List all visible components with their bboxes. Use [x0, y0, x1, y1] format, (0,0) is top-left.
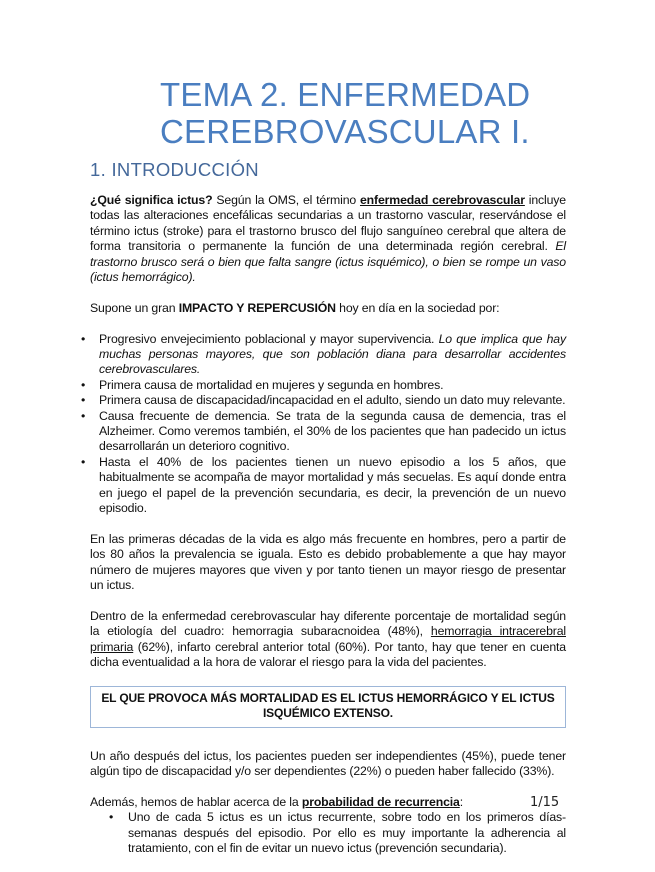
- paragraph-recurrence-intro: [90, 795, 566, 810]
- text-run: :: [459, 794, 464, 809]
- list-item: [90, 810, 566, 856]
- text-run: Primera causa de mortalidad en mujeres y segunda en hombres.: [99, 377, 444, 392]
- text-run: probabilidad de recurrencia: [301, 794, 460, 809]
- text-run: Primera causa de discapacidad/incapacidad en el adulto, siendo un dato muy relevante.: [99, 393, 566, 408]
- text-run: Causa frecuente de demencia. Se trata de la segunda causa de demencia, tras el Alzheimer. Como veremos también, el 30% de los pacientes que han padecido un ictus desarrollarán un deterioro cognitivo.: [99, 408, 566, 454]
- section-heading: 1. INTRODUCCIÓN: [90, 159, 259, 180]
- text-run: En las primeras décadas de la vida es algo más frecuente en hombres, pero a partir de los 80 años la prevalencia se iguala. Esto es debido probablemente a que hay mayor número de mujeres mayores que viven y por tanto tienen un mayor riesgo de presentar un ictus.: [90, 531, 566, 593]
- text-run: enfermedad cerebrovascular: [359, 193, 525, 207]
- document-title: TEMA 2. ENFERMEDAD CEREBROVASCULAR I.: [160, 76, 531, 150]
- recurrence-list: [90, 810, 566, 856]
- text-run: IMPACTO Y REPERCUSIÓN: [178, 300, 336, 315]
- paragraph-prevalence: [90, 532, 566, 594]
- list-item: [90, 455, 566, 517]
- highlight-box: EL QUE PROVOCA MÁS MORTALIDAD ES EL ICTUS HEMORRÁGICO Y EL ICTUS ISQUÉMICO EXTENSO.: [90, 686, 566, 728]
- text-run: (62%), infarto cerebral anterior total (60%). Por tanto, hay que tener en cuenta dicha eventualidad a la hora de valorar el riesgo para la vida del pacientes.: [90, 639, 566, 670]
- text-run: incluye todas las alteraciones encefálicas secundarias a un trastorno vascular, reservándose el término ictus (stroke) para el trastorno brusco del flujo sanguíneo cerebral que altera de forma transitoria o permanente la función de una determinada región cerebral.: [90, 193, 566, 254]
- text-run: hoy en día en la sociedad por:: [335, 300, 500, 315]
- page-number: 1/15: [530, 795, 560, 810]
- text-run: ¿Qué significa ictus?: [90, 193, 213, 207]
- paragraph-mortality: [90, 609, 566, 671]
- text-run: El trastorno brusco será o bien que falta sangre (ictus isquémico), o bien se rompe un vaso (ictus hemorrágico).: [90, 239, 566, 285]
- paragraph-one-year-outcome: [90, 749, 566, 780]
- list-item: [90, 378, 566, 393]
- text-run: Uno de cada 5 ictus es un ictus recurrente, sobre todo en los primeros días-semanas después del episodio. Por ello es muy importante la adherencia al tratamiento, con el fin de evitar un nuevo ictus (prevención secundaria).: [128, 810, 566, 856]
- text-run: Dentro de la enfermedad cerebrovascular hay diferente porcentaje de mortalidad según la etiología del cuadro: hemorragia subaracnoidea (48%),: [90, 608, 566, 639]
- list-item: [90, 393, 566, 408]
- text-run: Supone un gran: [90, 300, 179, 315]
- text-run: Progresivo envejecimiento poblacional y mayor supervivencia.: [99, 331, 439, 346]
- text-run: Además, hemos de hablar acerca de la: [90, 794, 302, 809]
- list-item: [90, 332, 566, 378]
- text-run: Según la OMS, el término: [212, 193, 360, 207]
- list-item: [90, 409, 566, 455]
- paragraph-definition: [90, 193, 566, 285]
- text-run: Un año después del ictus, los pacientes pueden ser independientes (45%), puede tener algún tipo de discapacidad y/o ser dependientes (22%) o pueden haber fallecido (33%).: [90, 748, 566, 779]
- paragraph-impact-intro: [90, 301, 566, 316]
- document-body: [90, 193, 566, 872]
- text-run: hemorragia intracerebral primaria: [90, 624, 566, 654]
- impact-list: [90, 332, 566, 517]
- text-run: Hasta el 40% de los pacientes tienen un nuevo episodio a los 5 años, que habitualmente se acompaña de mayor mortalidad y más secuelas. Es aquí donde entra en juego el papel de la prevención secundaria, es decir, la prevención de un nuevo episodio.: [99, 454, 566, 516]
- text-run: Lo que implica que hay muchas personas mayores, que son población diana para desarrollar accidentes cerebrovasculares.: [99, 331, 566, 377]
